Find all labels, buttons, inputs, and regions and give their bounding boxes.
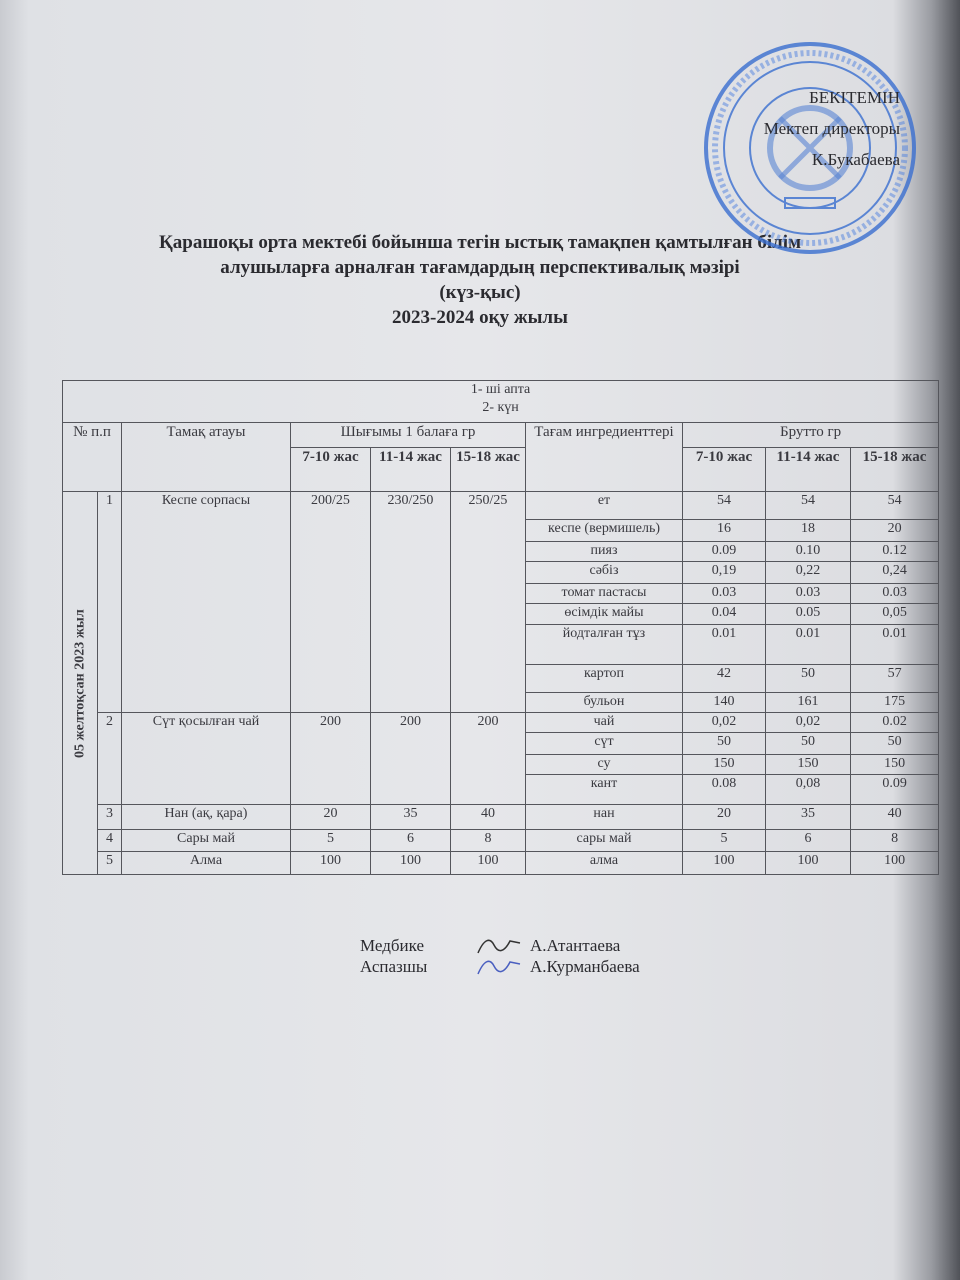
dish-yield: 6 <box>371 830 451 852</box>
dish-yield: 100 <box>451 852 526 875</box>
handwritten-signature <box>470 956 530 977</box>
dish-yield: 230/250 <box>371 492 451 713</box>
table-row <box>63 852 939 875</box>
ingredient-name: сәбіз <box>526 562 683 584</box>
ingredient-name: йодталған тұз <box>526 625 683 665</box>
brutto-value: 0,19 <box>683 562 766 584</box>
title-season: (күз-қыс) <box>439 282 521 303</box>
header-ingredients: Тағам ингредиенттері <box>526 423 683 492</box>
brutto-value: 0,24 <box>851 562 939 584</box>
dish-yield: 250/25 <box>451 492 526 713</box>
brutto-value: 0.08 <box>683 775 766 805</box>
signatures <box>360 935 640 977</box>
brutto-value: 0.03 <box>766 584 851 604</box>
brutto-value: 0.12 <box>851 542 939 562</box>
ingredient-name: өсімдік майы <box>526 604 683 625</box>
brutto-value: 100 <box>766 852 851 875</box>
approval-position: Мектеп директоры <box>763 119 900 138</box>
header-age: 7-10 жас <box>683 448 766 492</box>
dish-yield: 8 <box>451 830 526 852</box>
brutto-value: 5 <box>683 830 766 852</box>
day-label: 2- күн <box>482 400 519 415</box>
brutto-value: 16 <box>683 520 766 542</box>
brutto-value: 150 <box>766 755 851 775</box>
signature-row <box>360 935 640 956</box>
header-age: 15-18 жас <box>851 448 939 492</box>
dish-number: 4 <box>98 830 122 852</box>
week-day-cell <box>63 381 939 423</box>
brutto-value: 50 <box>766 665 851 693</box>
dish-name: Алма <box>122 852 291 875</box>
ingredient-name: кант <box>526 775 683 805</box>
dish-name: Сары май <box>122 830 291 852</box>
ingredient-name: алма <box>526 852 683 875</box>
header-age: 11-14 жас <box>766 448 851 492</box>
dish-number: 1 <box>98 492 122 713</box>
brutto-value: 0,05 <box>851 604 939 625</box>
brutto-value: 140 <box>683 693 766 713</box>
brutto-value: 0.03 <box>683 584 766 604</box>
brutto-value: 0.03 <box>851 584 939 604</box>
brutto-value: 6 <box>766 830 851 852</box>
approval-block <box>700 82 900 175</box>
ingredient-name: ет <box>526 492 683 520</box>
week-label: 1- ші апта <box>470 382 531 397</box>
dish-yield: 200 <box>371 713 451 805</box>
dish-yield: 35 <box>371 805 451 830</box>
ingredient-name: картоп <box>526 665 683 693</box>
title-line: алушыларға арналған тағамдардың перспективалық мәзірі <box>220 257 740 278</box>
brutto-value: 57 <box>851 665 939 693</box>
header-age: 11-14 жас <box>371 448 451 492</box>
brutto-value: 150 <box>683 755 766 775</box>
menu-table <box>62 380 939 875</box>
signature-row <box>360 956 640 977</box>
dish-yield: 40 <box>451 805 526 830</box>
brutto-value: 54 <box>766 492 851 520</box>
ingredient-name: сүт <box>526 733 683 755</box>
dish-number: 3 <box>98 805 122 830</box>
table-row <box>63 805 939 830</box>
ingredient-name: томат пастасы <box>526 584 683 604</box>
brutto-value: 8 <box>851 830 939 852</box>
header-age: 7-10 жас <box>291 448 371 492</box>
brutto-value: 0.09 <box>683 542 766 562</box>
header-age: 15-18 жас <box>451 448 526 492</box>
brutto-value: 50 <box>766 733 851 755</box>
brutto-value: 0.01 <box>851 625 939 665</box>
header-brutto: Брутто гр <box>683 423 939 448</box>
ingredient-name: нан <box>526 805 683 830</box>
ingredient-name: чай <box>526 713 683 733</box>
brutto-value: 35 <box>766 805 851 830</box>
dish-name: Нан (ақ, қара) <box>122 805 291 830</box>
dish-yield: 100 <box>291 852 371 875</box>
brutto-value: 40 <box>851 805 939 830</box>
handwritten-signature <box>470 935 530 956</box>
signature-name: А.Атантаева <box>530 936 621 955</box>
table-row <box>63 713 939 733</box>
brutto-value: 0.10 <box>766 542 851 562</box>
dish-yield: 100 <box>371 852 451 875</box>
dish-name: Кеспе сорпасы <box>122 492 291 713</box>
brutto-value: 0.05 <box>766 604 851 625</box>
dish-yield: 200 <box>451 713 526 805</box>
dish-yield: 20 <box>291 805 371 830</box>
ingredient-name: бульон <box>526 693 683 713</box>
brutto-value: 18 <box>766 520 851 542</box>
dish-number: 5 <box>98 852 122 875</box>
brutto-value: 0,02 <box>766 713 851 733</box>
signature-name: А.Курманбаева <box>530 957 640 976</box>
brutto-value: 20 <box>851 520 939 542</box>
brutto-value: 175 <box>851 693 939 713</box>
date-cell: 05 желтоқсан 2023 жыл <box>63 492 98 875</box>
brutto-value: 0,08 <box>766 775 851 805</box>
table-row <box>63 830 939 852</box>
brutto-value: 54 <box>683 492 766 520</box>
brutto-value: 50 <box>851 733 939 755</box>
brutto-value: 0.09 <box>851 775 939 805</box>
approval-heading: БЕКІТЕМІН <box>809 88 900 107</box>
header-dish-name: Тамақ атауы <box>122 423 291 492</box>
dish-yield: 5 <box>291 830 371 852</box>
ingredient-name: сары май <box>526 830 683 852</box>
approval-name: К.Букабаева <box>811 150 900 169</box>
brutto-value: 161 <box>766 693 851 713</box>
brutto-value: 100 <box>851 852 939 875</box>
brutto-value: 100 <box>683 852 766 875</box>
signature-role: Медбике <box>360 936 424 955</box>
brutto-value: 20 <box>683 805 766 830</box>
brutto-value: 42 <box>683 665 766 693</box>
ingredient-name: пияз <box>526 542 683 562</box>
signature-role: Аспазшы <box>360 957 428 976</box>
dish-name: Сүт қосылған чай <box>122 713 291 805</box>
brutto-value: 54 <box>851 492 939 520</box>
ingredient-name: кеспе (вермишель) <box>526 520 683 542</box>
dish-yield: 200/25 <box>291 492 371 713</box>
brutto-value: 0.01 <box>683 625 766 665</box>
table-row <box>63 492 939 520</box>
brutto-value: 150 <box>851 755 939 775</box>
ingredient-name: су <box>526 755 683 775</box>
brutto-value: 0.02 <box>851 713 939 733</box>
header-yield: Шығымы 1 балаға гр <box>291 423 526 448</box>
header-no: № п.п <box>63 423 122 492</box>
title-line: Қарашоқы орта мектебі бойынша тегін ыстық тамақпен қамтылған білім <box>158 232 802 253</box>
brutto-value: 0,02 <box>683 713 766 733</box>
title-year: 2023-2024 оқу жылы <box>392 307 568 328</box>
dish-number: 2 <box>98 713 122 805</box>
dish-yield: 200 <box>291 713 371 805</box>
brutto-value: 0,22 <box>766 562 851 584</box>
brutto-value: 0.04 <box>683 604 766 625</box>
brutto-value: 50 <box>683 733 766 755</box>
brutto-value: 0.01 <box>766 625 851 665</box>
